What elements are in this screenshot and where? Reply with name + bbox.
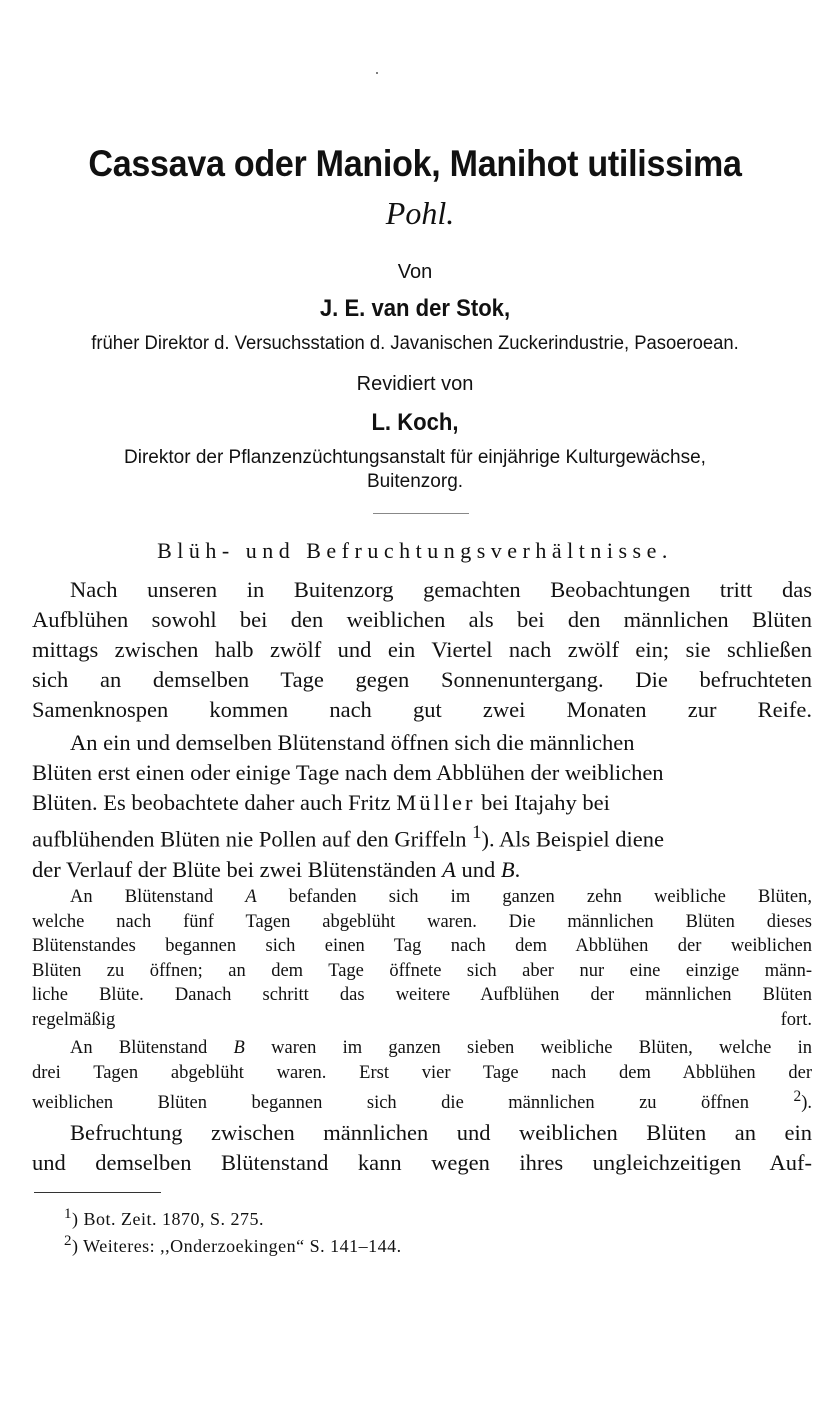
paragraph-line — [32, 855, 812, 885]
text-segment: der Verlauf der Blüte bei zwei Blütenständen — [32, 856, 437, 882]
paragraph-line: Blüten erst einen oder einige Tage nach dem Abblühen der weiblichen — [32, 760, 664, 785]
footnote-2 — [64, 1233, 402, 1257]
paragraph-line: regelmäßig fort. — [32, 1009, 812, 1030]
paragraph-line: Nach unseren in Buitenzorg gemachten Beobachtungen tritt das — [70, 577, 812, 602]
paragraph-3 — [32, 885, 812, 1032]
paragraph-4 — [32, 1036, 812, 1116]
text-segment: An Blütenstand — [70, 1038, 208, 1058]
text-segment: bei Itajahy bei — [481, 790, 610, 815]
by-label: Von — [397, 261, 433, 283]
text-segment: waren im ganzen sieben weibliche Blüten, welche in — [271, 1038, 813, 1058]
revised-label: Revidiert von — [356, 373, 474, 395]
paragraph-line: sich an demselben Tage gegen Sonnenuntergang. Die befruchteten — [32, 667, 812, 692]
header-divider — [373, 513, 469, 514]
text-segment: aufblühenden Blüten nie Pollen auf den Griffeln — [32, 826, 467, 852]
paragraph-line: welche nach fünf Tagen abgeblüht waren. Die männlichen Blüten dieses — [32, 911, 812, 932]
variable-b: B — [233, 1038, 245, 1058]
paragraph-line: liche Blüte. Danach schritt das weitere Aufblühen der männlichen Blüten — [32, 985, 812, 1005]
paragraph-line: Blütenstandes begannen sich einen Tag nach dem Abblühen der weiblichen — [32, 936, 812, 956]
footnote-1 — [64, 1206, 264, 1230]
reviser-place: Buitenzorg. — [366, 471, 464, 492]
paragraph-line: mittags zwischen halb zwölf und ein Viertel nach zwölf ein; sie schließen — [32, 637, 812, 662]
text-segment: ). Als Beispiel diene — [481, 826, 664, 852]
paragraph-line: Befruchtung zwischen männlichen und weiblichen Blüten an ein — [70, 1120, 812, 1145]
text-segment: weiblichen Blüten begannen sich die männlichen zu öffnen — [32, 1093, 749, 1114]
paragraph-line: An ein und demselben Blütenstand öffnen sich die männlichen — [70, 730, 635, 755]
page-mark — [376, 72, 378, 74]
author-name: J. E. van der Stok, — [319, 295, 511, 322]
text-segment: und — [461, 856, 496, 882]
author-name-spaced: Müller — [396, 790, 476, 815]
paragraph-line: Samenknospen kommen nach gut zwei Monaten zur Reife. — [32, 697, 812, 722]
footnote-text: ) Weiteres: ,,Onderzoekingen“ S. 141–144. — [72, 1236, 402, 1256]
footnote-rule — [34, 1192, 161, 1193]
paragraph-line: Blüten zu öffnen; an dem Tage öffnete sich aber nur eine einzige männ- — [32, 960, 812, 981]
paragraph-line: und demselben Blütenstand kann wegen ihres ungleichzeitigen Auf- — [32, 1150, 812, 1175]
footnote-text: ) Bot. Zeit. 1870, S. 275. — [72, 1209, 264, 1229]
article-title: Cassava oder Maniok, Manihot utilissima — [88, 143, 742, 184]
variable-a: A — [245, 887, 257, 907]
footnote-ref[interactable]: 1 — [472, 822, 482, 843]
paragraph-2 — [32, 728, 812, 885]
section-heading: Blüh- und Befruchtungsverhältnisse. — [157, 538, 673, 563]
paragraph-line: Aufblühen sowohl bei den weiblichen als bei den männlichen Blüten — [32, 607, 812, 632]
reviser-name: L. Koch, — [371, 409, 459, 436]
footnote-marker: 2 — [64, 1233, 72, 1249]
author-role: früher Direktor d. Versuchsstation d. Javanischen Zuckerindustrie, Pasoeroean. — [91, 333, 739, 354]
text-segment: . — [514, 856, 521, 882]
paragraph-line — [32, 788, 812, 818]
paragraph-line — [32, 1036, 812, 1061]
paragraph-line — [32, 818, 812, 855]
footnote-ref[interactable]: 2 — [793, 1088, 802, 1105]
text-segment: Blüten. Es beobachtete daher auch Fritz — [32, 790, 391, 815]
variable-a: A — [442, 856, 456, 882]
text-segment: ). — [801, 1093, 812, 1114]
text-segment: An Blütenstand — [70, 887, 214, 907]
paragraph-line — [32, 1085, 812, 1116]
paragraph-line — [32, 885, 812, 910]
variable-b: B — [500, 856, 515, 882]
footnote-marker: 1 — [64, 1206, 72, 1222]
paragraph-5 — [32, 1118, 812, 1178]
reviser-role: Direktor der Pflanzenzüchtungsanstalt für einjährige Kulturgewächse, — [124, 447, 706, 468]
text-segment: befanden sich im ganzen zehn weibliche Blüten, — [288, 887, 812, 907]
title-author-abbreviation: Pohl. — [385, 195, 455, 231]
paragraph-1 — [32, 575, 812, 725]
paragraph-line: drei Tagen abgeblüht waren. Erst vier Tage nach dem Abblühen der — [32, 1062, 812, 1083]
